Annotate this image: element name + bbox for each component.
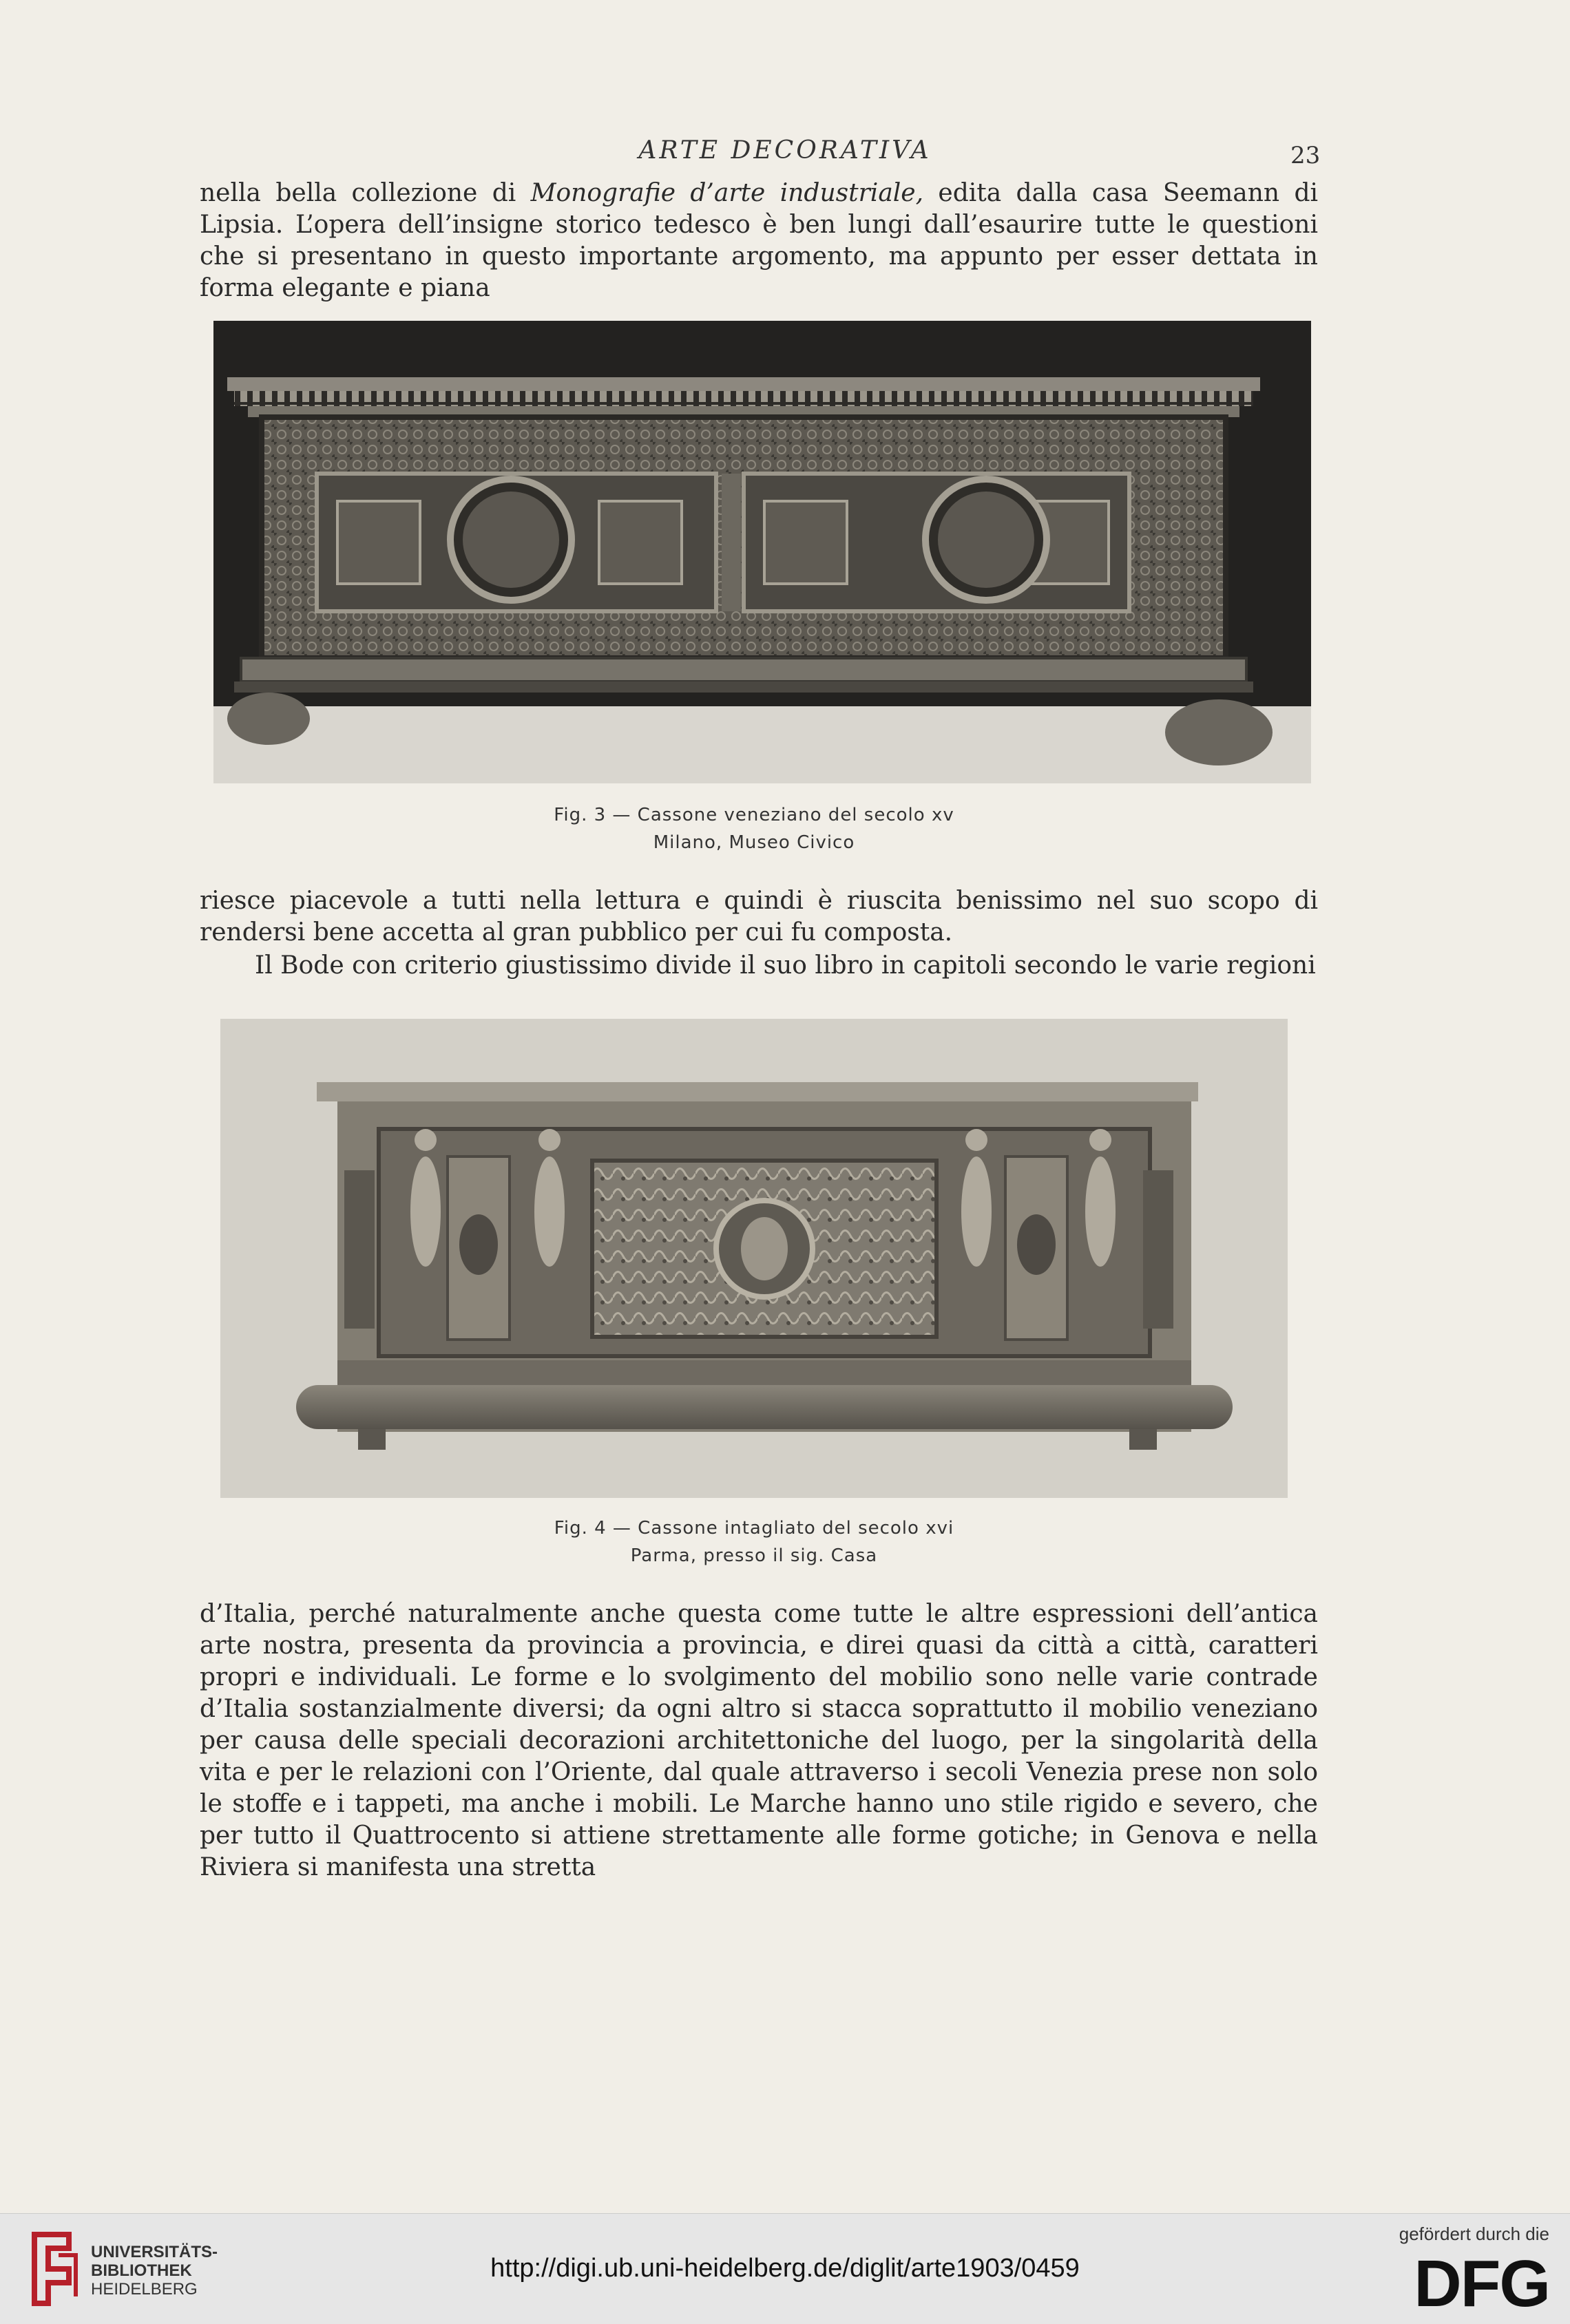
paragraph-1: [200, 178, 1318, 304]
paragraph-1-text-start: nella bella collezione di: [200, 179, 531, 207]
book-title: Monografie d’arte industriale,: [530, 179, 924, 207]
paragraph-3: Il Bode con criterio giustissimo divide il suo libro in capitoli secondo le varie regioni: [255, 951, 1316, 980]
paragraph-1-text-end: edita dalla casa Seemann di Lipsia. L’opera dell’insigne storico tedesco è ben lungi dall’esaurire tutte le questioni che si presentano in questo importante argomento, ma appunto per esser dettata in forma elegante e piana: [200, 179, 1318, 302]
figure-4-caption: [0, 1514, 1508, 1570]
figure-3-caption-location: Milano, Museo Civico: [653, 832, 855, 853]
funding-note: gefördert durch die: [1399, 2223, 1549, 2244]
permalink-url[interactable]: http://digi.ub.uni-heidelberg.de/diglit/arte1903/0459: [490, 2254, 1080, 2283]
figure-3-caption-title: Fig. 3 — Cassone veneziano del secolo xv: [554, 805, 954, 825]
venetian-cassone-image: [213, 321, 1311, 783]
library-name-line-2: BIBLIOTHEK: [91, 2261, 192, 2280]
figure-3-caption: [0, 801, 1508, 856]
figure-3-photo: [213, 321, 1311, 783]
library-name-line-1: UNIVERSITÄTS-: [91, 2243, 218, 2261]
figure-4-caption-title: Fig. 4 — Cassone intagliato del secolo xvi: [554, 1518, 954, 1539]
paragraph-2: riesce piacevole a tutti nella lettura e quindi è riuscita benissimo nel suo scopo di rendersi bene accetta al gran pubblico per cui fu composta.: [200, 887, 1318, 947]
figure-4-caption-location: Parma, presso il sig. Casa: [630, 1545, 878, 1566]
page-number: 23: [1290, 142, 1321, 169]
dfg-logo: DFG: [1414, 2247, 1549, 2321]
running-title: ARTE DECORATIVA: [638, 136, 932, 165]
carved-cassone-image: [220, 1019, 1288, 1498]
library-name-line-3: HEIDELBERG: [91, 2280, 198, 2299]
viewer-footer: [0, 2213, 1570, 2324]
paragraph-4: d’Italia, perché naturalmente anche questa come tutte le altre espressioni dell’antica arte nostra, presenta da provincia a provincia, e direi quasi da città a città, caratteri propri e individuali. Le forme e lo svolgimento del mobilio sono nelle varie contrade d’Italia sostanzialmente diversi; da ogni altro si stacca soprattutto il mobilio veneziano per causa delle speciali decorazioni architettoniche del luogo, per la singolarità della vita e per le relazioni con l’Oriente, dal quale attraverso i secoli Venezia prese non solo le stoffe e i tappeti, ma anche i mobili. Le Marche hanno uno stile rigido e severo, che per tutto il Quattrocento si attiene strettamente alle forme gotiche; in Genova e nella Riviera si manifesta una stretta: [200, 1600, 1318, 1881]
figure-4-photo: [220, 1019, 1288, 1498]
